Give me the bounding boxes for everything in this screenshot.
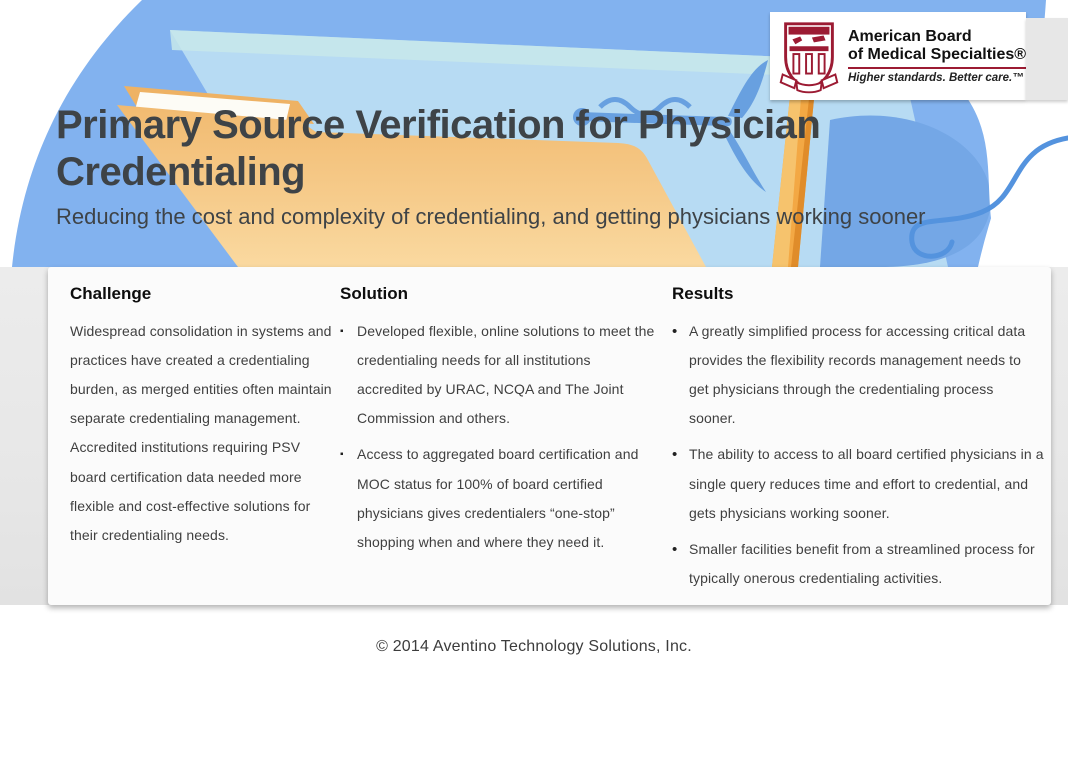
headline-block [56, 102, 961, 232]
abms-logo-text [848, 28, 1030, 85]
abms-logo-rule [848, 67, 1030, 69]
challenge-heading: Challenge [70, 284, 152, 303]
solution-heading: Solution [340, 284, 408, 303]
abms-name-line2: of Medical Specialties® [848, 46, 1027, 63]
solution-item-text: Access to aggregated board certification and MOC status for 100% of board certified physicians gives credentialers “one-stop” shopping when and where they need it. [357, 446, 639, 550]
solution-item [340, 440, 655, 556]
content-card [48, 267, 1051, 605]
solution-item [340, 317, 655, 433]
results-item [672, 535, 1044, 593]
results-item [672, 317, 1044, 433]
column-challenge [70, 284, 334, 550]
results-item-text: A greatly simplified process for accessing critical data provides the flexibility records management needs to get physicians through the credentialing process sooner. [689, 323, 1026, 427]
round-bullet-icon: • [672, 540, 678, 558]
results-item-text: The ability to access to all board certified physicians in a single query reduces time and effort to credential, and gets physicians working sooner. [689, 446, 1044, 521]
solution-item-text: Developed flexible, online solutions to meet the credentialing needs for all institutions accredited by URAC, NCQA and The Joint Commission and others. [357, 323, 655, 427]
square-bullet-icon: ▪ [340, 326, 344, 337]
column-solution [340, 284, 655, 564]
column-results [672, 284, 1044, 600]
page-subtitle: Reducing the cost and complexity of credentialing, and getting physicians working sooner [56, 203, 926, 229]
results-item [672, 440, 1044, 527]
abms-logo [770, 12, 1026, 100]
challenge-text: Widespread consolidation in systems and practices have created a credentialing burden, as merged entities often maintain separate credentialing management. Accredited institutions requiring PSV board certification data needed more flexible and cost-effective solutions for their credentialing needs. [70, 323, 332, 543]
copyright-text: © 2014 Aventino Technology Solutions, Inc. [376, 638, 692, 655]
abms-crest-icon [778, 18, 840, 94]
logo-side-panel [1026, 18, 1068, 100]
abms-name-line1: American Board [848, 27, 972, 45]
round-bullet-icon: • [672, 446, 678, 464]
page-title: Primary Source Verification for Physician Credentialing [56, 103, 821, 194]
results-heading: Results [672, 284, 734, 303]
results-item-text: Smaller facilities benefit from a streamlined process for typically onerous credentialing activities. [689, 540, 1035, 586]
round-bullet-icon: • [672, 323, 678, 340]
square-bullet-icon: ▪ [340, 449, 344, 461]
abms-tagline: Higher standards. Better care.™ [848, 72, 1024, 85]
